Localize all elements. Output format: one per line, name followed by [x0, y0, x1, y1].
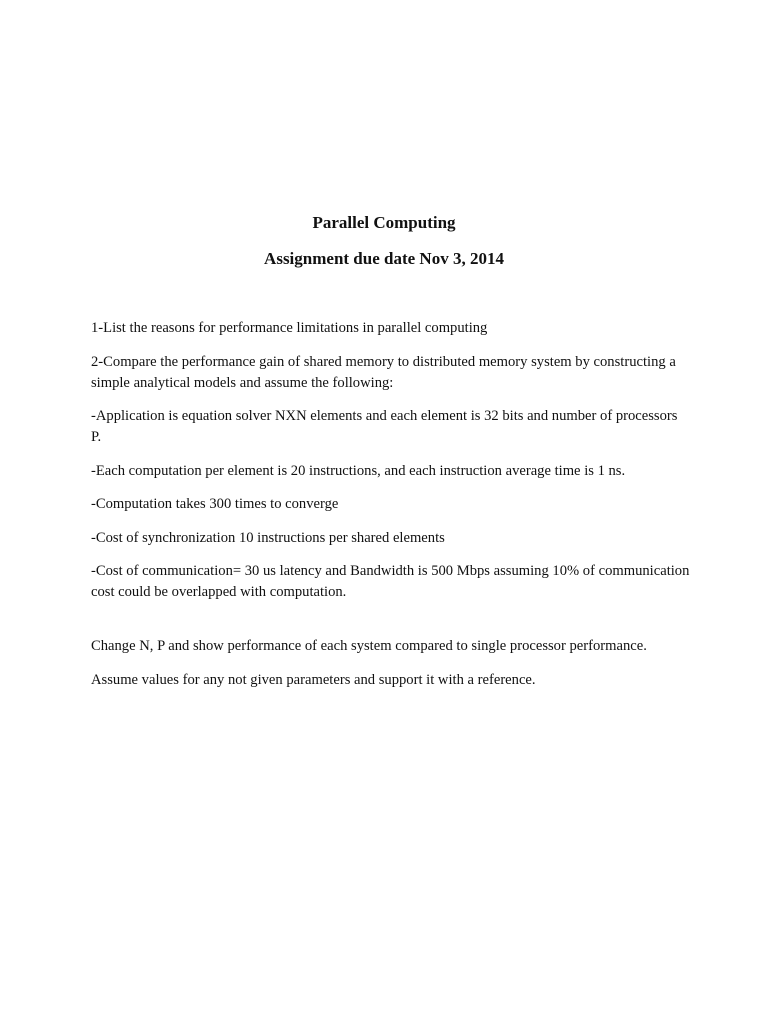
- question-2: 2-Compare the performance gain of shared memory to distributed memory system by constructing a simple analytical models and assume the following:: [91, 353, 676, 391]
- assumption-synchronization: -Cost of synchronization 10 instructions per shared elements: [91, 529, 445, 546]
- instruction-change-parameters: Change N, P and show performance of each system compared to single processor performance.: [91, 638, 647, 654]
- assumption-computation: -Each computation per element is 20 instructions, and each instruction average time is 1 ns.: [91, 462, 626, 479]
- document-title: Parallel Computing: [312, 213, 456, 232]
- assumption-application: -Application is equation solver NXN elements and each element is 32 bits and number of processors P.: [91, 408, 678, 445]
- document-body: [91, 318, 691, 703]
- assumption-communication: -Cost of communication= 30 us latency and Bandwidth is 500 Mbps assuming 10% of communication cost could be overlapped with computation.: [91, 563, 690, 600]
- question-1: 1-List the reasons for performance limitations in parallel computing: [91, 320, 488, 336]
- document-subtitle: Assignment due date Nov 3, 2014: [264, 249, 504, 268]
- assumption-convergence: -Computation takes 300 times to converge: [91, 496, 339, 512]
- instruction-assume-values: Assume values for any not given parameters and support it with a reference.: [91, 671, 536, 688]
